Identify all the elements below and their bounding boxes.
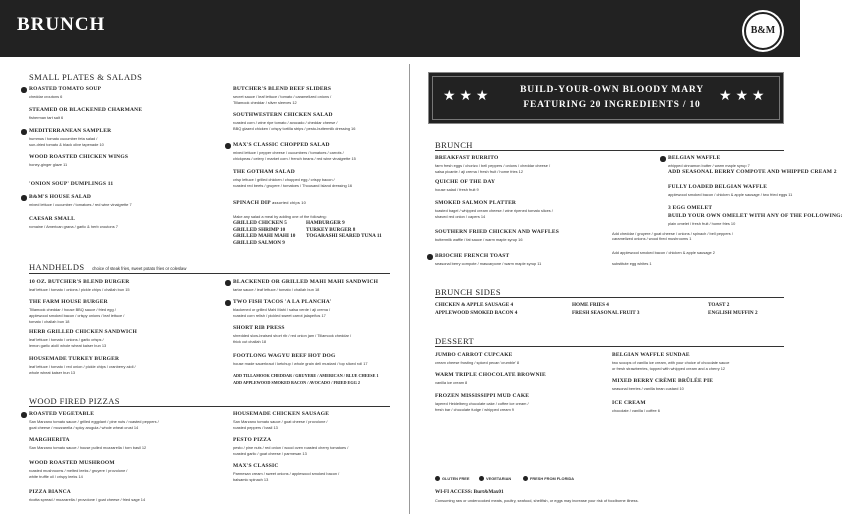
item-desc: chocolate / vanilla / coffee 6: [612, 407, 660, 413]
item-desc: hummus / tomato cucumber feta salad /: [29, 135, 98, 141]
section-small-plates: [29, 72, 142, 82]
side-item: CHICKEN & APPLE SAUSAGE 4: [435, 302, 514, 308]
omelet-add-1: Add cheddar / gruyere / goat cheese / onions / spinach / bell peppers /: [612, 231, 733, 236]
column-divider: [409, 64, 410, 514]
item-name: STEAMED OR BLACKENED CHARMANE: [29, 107, 143, 113]
section-brunch: [435, 140, 473, 150]
dessert-item: [612, 379, 713, 391]
item-name: BUILD YOUR OWN OMELET WITH ANY OF THE FOLLOWING:: [668, 213, 843, 219]
brunch-item: [668, 170, 837, 176]
sides-rule: [435, 297, 784, 298]
item-name: THE GOTHAM SALAD: [233, 169, 295, 175]
pizza-item: [233, 412, 329, 430]
item-name: JUMBO CARROT CUPCAKE: [435, 352, 513, 358]
item-name: PESTO PIZZA: [233, 437, 272, 443]
dietary-badge-icon: [225, 280, 231, 286]
brunch-item: [435, 254, 541, 266]
item-name: MARGHERITA: [29, 437, 70, 443]
legend-item: [479, 476, 511, 481]
bloody-mary-banner: [428, 72, 784, 124]
item-name: QUICHE OF THE DAY: [435, 179, 496, 185]
brunch-item: [435, 180, 495, 192]
small-plate-item: [233, 113, 355, 131]
section-small-plates-amp: &: [97, 72, 105, 82]
item-name: MAX'S CLASSIC CHOPPED SALAD: [233, 142, 330, 148]
item-name: MAX'S CLASSIC: [233, 463, 279, 469]
legend-badge-icon: [479, 476, 484, 481]
header-bar: [0, 0, 800, 57]
item-desc: blackened or grilled Mahi Mahi / salsa verde / aji crema /: [233, 306, 331, 312]
item-desc: shredded slow-braised short rib / red onion jam / Tillamook cheddar /: [233, 332, 352, 338]
pizzas-rule: [29, 406, 390, 407]
salad-add-option: GRILLED SHRIMP 10: [233, 226, 286, 233]
item-desc: BBQ glazed chicken / crispy tortilla strips / pesto-buttermilk dressing 16: [233, 125, 356, 131]
pizza-item: [29, 438, 146, 450]
side-item: APPLEWOOD SMOKED BACON 4: [435, 310, 518, 316]
pizza-item: [233, 438, 348, 456]
small-plate-item: [233, 143, 356, 161]
item-name: MIXED BERRY CRÈME BRÛLÉE PIE: [612, 378, 714, 384]
brunch-item: [435, 156, 550, 174]
small-plate-item: [29, 155, 128, 167]
item-name: ADD SEASONAL BERRY COMPOTE AND WHIPPED CREAM 2: [668, 169, 837, 175]
item-desc: Tillamook cheddar / sliver sleeves 12: [233, 99, 297, 105]
side-item: FRESH SEASONAL FRUIT 3: [572, 310, 640, 316]
section-brunch-title: BRUNCH: [435, 140, 473, 150]
item-desc: roasted peppers / basil 13: [233, 424, 278, 430]
item-name: PIZZA BIANCA: [29, 489, 71, 495]
item-desc: roasted red beets / gruyere / tomatoes / Thousand Island dressing 16: [233, 182, 353, 188]
item-name: 10 OZ. BUTCHER'S BLEND BURGER: [29, 279, 130, 285]
small-plate-item: [29, 182, 113, 188]
item-desc: Parmesan cream / sweet onions / applewood smoked bacon /: [233, 470, 340, 476]
item-name: SPINACH DIP assorted chips 10: [233, 200, 306, 206]
item-desc: roasted garlic / goat cheese / parmesan 13: [233, 450, 307, 456]
small-plate-item: [233, 170, 352, 188]
item-desc: Tillamook cheddar / house BBQ sauce / fried egg /: [29, 306, 116, 312]
item-desc: vanilla ice cream 8: [435, 379, 468, 385]
item-name: ICE CREAM: [612, 400, 646, 406]
salad-add-option: TOGARASHI SEARED TUNA 11: [306, 233, 382, 239]
item-desc: salsa picante / aji crema / fresh fruit / home fries 12: [435, 168, 524, 174]
wifi-info: WI-FI ACCESS: Burt&Max01: [435, 489, 504, 495]
item-desc: crisp lettuce / grilled chicken / chopped egg / crispy bacon /: [233, 176, 335, 182]
small-plate-item: [233, 87, 331, 105]
bloody-mary-line1: BUILD-YOUR-OWN BLOODY MARY: [520, 85, 704, 95]
dessert-item: [435, 353, 519, 365]
dessert-item: [612, 401, 660, 413]
item-desc: two scoops of vanilla ice cream, with your choice of chocolate sauce: [612, 359, 730, 365]
handheld-item: [233, 300, 332, 318]
item-desc: pesto / pine nuts / red onion / wood oven roasted cherry tomatoes /: [233, 444, 349, 450]
item-desc: secret sauce / leaf lettuce / tomato / caramelized onions /: [233, 93, 332, 99]
omelet-add-2: caramelized onions / wood fired mushrooms 1: [612, 236, 692, 241]
item-name: HOUSEMADE CHICKEN SAUSAGE: [233, 411, 330, 417]
item-name: TWO FISH TACOS 'A LA PLANCHA': [233, 299, 332, 305]
legend-label: FRESH FROM FLORIDA: [530, 476, 575, 481]
dietary-badge-icon: [21, 195, 27, 201]
stars-left: ★ ★ ★: [443, 87, 489, 103]
brunch-item: [668, 206, 712, 212]
item-name: SOUTHERN FRIED CHICKEN AND WAFFLES: [435, 229, 560, 235]
small-plate-item: [29, 195, 132, 207]
page-title: BRUNCH: [17, 14, 106, 35]
item-name: HOUSEMADE TURKEY BURGER: [29, 356, 120, 362]
legend-label: GLUTEN FREE: [442, 476, 470, 481]
item-desc: San Marzano tomato sauce / grilled eggplant / pine nuts / roasted peppers /: [29, 418, 159, 424]
section-small-plates-title2: SALADS: [106, 72, 143, 82]
small-plate-item: [29, 217, 118, 229]
item-desc: mixed lettuce / pepper cheese / cucumbers / tomatoes / carrots /: [233, 149, 344, 155]
item-desc: white truffle oil / crispy leeks 14: [29, 473, 83, 479]
item-desc: plain omelet / fresh fruit / home fries 10: [668, 220, 736, 226]
item-desc: tartar sauce / leaf lettuce / tomato / challah bun 18: [233, 286, 320, 292]
section-handhelds-title: HANDHELDS: [29, 262, 85, 272]
item-desc: applewood smoked bacon / chicken & apple sausage / two fried eggs 11: [668, 191, 793, 197]
item-desc: cheddar croutons 6: [29, 93, 63, 99]
item-desc: San Marzano tomato sauce / house pulled mozzarella / torn basil 12: [29, 444, 147, 450]
item-desc: leaf lettuce / tomato / red onion / pickle chips / cranberry aioli /: [29, 363, 136, 369]
item-desc: sun-dried tomato & black olive tapenade 10: [29, 141, 104, 147]
item-desc: house salad / fresh fruit 9: [435, 186, 479, 192]
item-desc: roasted mushrooms / melted leeks / gruyere / provolone /: [29, 467, 128, 473]
item-desc: balsamic spinach 13: [233, 476, 269, 482]
item-name: FROZEN MISSISSIPPI MUD CAKE: [435, 393, 530, 399]
dietary-badge-icon: [21, 412, 27, 418]
item-desc: cream cheese frosting / spiced pecan 'crumble' 8: [435, 359, 520, 365]
dietary-badge-icon: [427, 254, 433, 260]
item-desc: San Marzano tomato sauce / goat cheese / provolone /: [233, 418, 328, 424]
item-name: FULLY LOADED BELGIAN WAFFLE: [668, 184, 768, 190]
item-name: BLACKENED OR GRILLED MAHI MAHI SANDWICH: [233, 279, 379, 285]
item-desc: house made sauerkraut / ketchup / whole grain deli mustard / top sliced roll 17: [233, 360, 368, 366]
section-handhelds-note: choice of steak fries, sweet potato fries or coleslaw: [92, 266, 187, 271]
item-desc: romaine / American grana / garlic & herb croutons 7: [29, 223, 118, 229]
add-meal-note: Make any salad a meal by adding one of the following:: [233, 214, 327, 219]
item-desc: fresh bar / chocolate fudge / whipped cream 9: [435, 406, 514, 412]
item-name: WOOD ROASTED CHICKEN WINGS: [29, 154, 129, 160]
item-desc: chickpeas / celery / market corn / french beans / red wine vinaigrette 15: [233, 155, 356, 161]
brunch-item: [668, 156, 750, 168]
item-name: MEDITERRANEAN SAMPLER: [29, 128, 112, 134]
dessert-item: [435, 373, 546, 385]
item-name: ROASTED TOMATO SOUP: [29, 86, 102, 92]
pizza-item: [233, 464, 339, 482]
item-desc: ricotta spread / mozzarella / provolone / goat cheese / fried sage 14: [29, 496, 146, 502]
pizza-item: [29, 461, 127, 479]
dessert-item: [435, 394, 529, 412]
pizza-item: [29, 412, 159, 430]
brunch-item: [435, 230, 559, 242]
item-name: BRIOCHE FRENCH TOAST: [435, 253, 510, 259]
legend-badge-icon: [523, 476, 528, 481]
section-dessert: [435, 336, 474, 346]
brunch-item: [435, 201, 553, 219]
item-name: CAESAR SMALL: [29, 216, 75, 222]
side-item: HOME FRIES 4: [572, 302, 609, 308]
item-desc: farm fresh eggs / chorizo / bell peppers / onions / cheddar cheese /: [435, 162, 551, 168]
item-name: BELGIAN WAFFLE: [668, 155, 721, 161]
salad-add-option: TURKEY BURGER 8: [306, 226, 356, 233]
side-item: TOAST 2: [708, 302, 730, 308]
item-name: SHORT RIB PRESS: [233, 325, 285, 331]
handheld-item: [29, 330, 137, 348]
item-name: SOUTHWESTERN CHICKEN SALAD: [233, 112, 333, 118]
handheld-item: [233, 280, 378, 292]
small-plate-item: [233, 201, 306, 207]
salad-add-option: GRILLED SALMON 9: [233, 239, 285, 246]
item-desc: honey-ginger glaze 11: [29, 161, 68, 167]
item-name: B&M'S HOUSE SALAD: [29, 194, 92, 200]
logo: [744, 12, 782, 50]
dietary-badge-icon: [660, 156, 666, 162]
item-desc: tomato / challah bun 18: [29, 318, 70, 324]
section-small-plates-title: SMALL PLATES: [29, 72, 95, 82]
section-dessert-title: DESSERT: [435, 336, 475, 346]
pizza-item: [29, 490, 145, 502]
small-plate-item: [29, 87, 101, 99]
salad-add-option: GRILLED MAHI MAHI 10: [233, 233, 296, 239]
dessert-item: [612, 353, 729, 371]
item-name: BUTCHER'S BLEND BEEF SLIDERS: [233, 86, 332, 92]
item-desc: roasted corn relish / pickled sweet carrot jalapeños 17: [233, 312, 326, 318]
item-desc: goat cheese / mozzarella / spicy arugula / whole wheat crust 14: [29, 424, 139, 430]
brunch-item: [668, 214, 843, 226]
dietary-badge-icon: [21, 129, 27, 135]
section-sides: [435, 287, 501, 297]
item-desc: shaved red onion / capers 14: [435, 213, 486, 219]
item-desc: seasonal berry compote / mascarpone / warm maple syrup 11: [435, 260, 542, 266]
item-desc: thick cut challah 18: [233, 338, 267, 344]
handheld-item: [29, 357, 136, 375]
handheld-add-option: ADD TILLAMOOK CHEDDAR / GRUYERE / AMERICAN / BLUE CHEESE 1: [233, 373, 379, 378]
item-desc: layered Heidelberg chocolate cake / coffee ice cream /: [435, 400, 529, 406]
item-name: WARM TRIPLE CHOCOLATE BROWNIE: [435, 372, 546, 378]
legend-badge-icon: [435, 476, 440, 481]
section-pizzas: [29, 396, 120, 406]
salad-add-option: GRILLED CHICKEN 5: [233, 220, 287, 226]
brunch-item: [668, 185, 792, 197]
dietary-badge-icon: [225, 300, 231, 306]
item-desc: roasted corn / wine ripe tomato / avocado / cheddar cheese /: [233, 119, 338, 125]
item-name: FOOTLONG WAGYU BEEF HOT DOG: [233, 353, 336, 359]
handheld-add-option: ADD APPLEWOOD SMOKED BACON / AVOCADO / FRIED EGG 2: [233, 379, 360, 385]
item-desc: whole wheat kaiser bun 13: [29, 369, 76, 375]
salad-add-option: HAMBURGER 9: [306, 220, 345, 226]
item-name: SMOKED SALMON PLATTER: [435, 200, 517, 206]
item-desc: buttermilk waffle / fat sauce / warm maple syrup 16: [435, 236, 523, 242]
section-handhelds: [29, 262, 186, 272]
item-desc: leaf lettuce / tomato / onions / pickle chips / challah bun 15: [29, 286, 130, 292]
logo-text: B&M: [750, 25, 776, 36]
section-sides-title: BRUNCH SIDES: [435, 287, 501, 297]
item-name: HERB GRILLED CHICKEN SANDWICH: [29, 329, 138, 335]
item-name: ROASTED VEGETABLE: [29, 411, 95, 417]
section-pizzas-title: WOOD FIRED PIZZAS: [29, 396, 120, 406]
item-name: WOOD ROASTED MUSHROOM: [29, 460, 115, 466]
handheld-item: [29, 300, 124, 324]
side-item: ENGLISH MUFFIN 2: [708, 310, 758, 316]
item-name: 3 EGG OMELET: [668, 205, 713, 211]
legend-item: [435, 476, 469, 481]
handheld-item: [233, 354, 368, 366]
item-desc: seasonal berries / vanilla bean custard 10: [612, 385, 684, 391]
handhelds-rule: [29, 273, 390, 274]
legend-label: VEGETARIAN: [486, 476, 512, 481]
item-name: THE FARM HOUSE BURGER: [29, 299, 108, 305]
stars-right: ★ ★ ★: [719, 87, 765, 103]
handheld-item: [29, 280, 130, 292]
dessert-rule: [435, 346, 784, 347]
dietary-badge-icon: [21, 87, 27, 93]
item-desc: toasted bagel / whipped cream cheese / wine ripened tomato slices /: [435, 207, 553, 213]
disclaimer: Consuming raw or undercooked meats, poultry, seafood, shellfish, or eggs may increase your risk of foodborne illness.: [435, 498, 639, 503]
legend-item: [523, 476, 574, 481]
item-desc: applewood smoked bacon / crispy onions / leaf lettuce /: [29, 312, 125, 318]
item-name: 'ONION SOUP' DUMPLINGS 11: [29, 181, 114, 187]
item-desc: whipped cinnamon butter / warm maple syrup 7: [668, 162, 750, 168]
brunch-rule: [435, 150, 784, 151]
sub-egg: substitute egg whites 1: [612, 261, 652, 266]
item-desc-inline: assorted chips 10: [270, 200, 306, 205]
item-name: BREAKFAST BURRITO: [435, 155, 499, 161]
bloody-mary-line2: FEATURING 20 INGREDIENTS / 10: [523, 100, 701, 110]
item-name: BELGIAN WAFFLE SUNDAE: [612, 352, 690, 358]
item-desc: fisherman tart salt 6: [29, 114, 64, 120]
small-plate-item: [29, 129, 111, 147]
item-desc: mixed lettuce / cucumber / tomatoes / red wine vinaigrette 7: [29, 201, 132, 207]
dietary-badge-icon: [225, 143, 231, 149]
small-plate-item: [29, 108, 142, 120]
item-desc: lemon garlic aioli/ whole wheat kaiser bun 13: [29, 342, 107, 348]
meat-add: Add applewood smoked bacon / chicken & apple sausage 2: [612, 250, 715, 255]
handheld-item: [233, 326, 351, 344]
item-desc: leaf lettuce / tomato / onions / garlic crisps /: [29, 336, 104, 342]
item-desc: or fresh strawberries, topped with whipped cream and a cherry 12: [612, 365, 726, 371]
